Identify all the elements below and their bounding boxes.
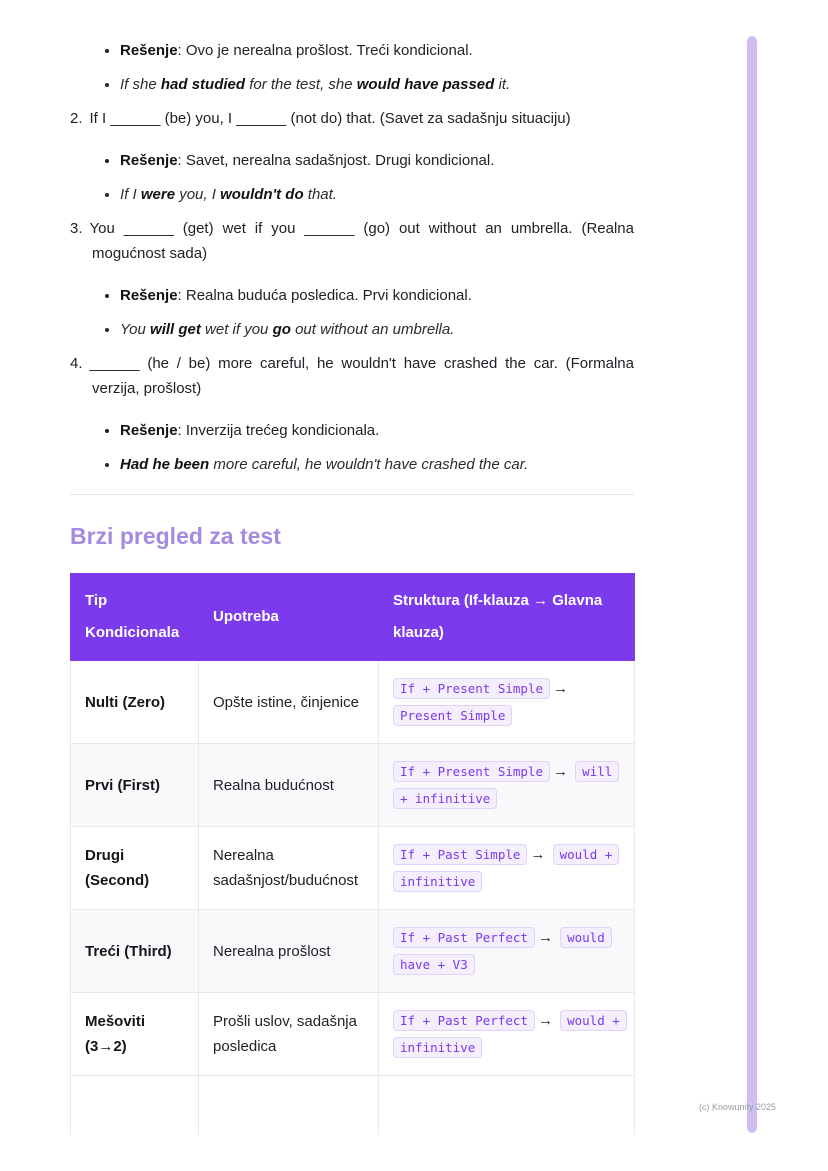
cell-struktura: [379, 827, 635, 910]
text-segment: for the test, she: [245, 76, 357, 93]
cell-struktura: [379, 910, 635, 993]
text-segment: : Savet, nerealna sadašnjost. Drugi kondicional.: [177, 152, 495, 169]
text-segment: Rešenje: [120, 42, 178, 59]
arrow-icon: →: [537, 1012, 553, 1029]
cell-struktura: [379, 661, 635, 744]
cell-empty: [379, 1076, 635, 1136]
exercise-question: [70, 216, 634, 266]
footer-credit: (c) Knowunity 2025: [698, 1102, 776, 1112]
scrollbar[interactable]: [747, 36, 757, 1133]
code-chip: would have + V3: [393, 927, 612, 975]
list-item-solution: [120, 148, 634, 173]
text-segment: You: [120, 321, 151, 338]
cell-tip: Mešoviti (3→2): [71, 993, 199, 1076]
text-segment: go: [272, 321, 291, 338]
table-row: [71, 993, 635, 1076]
cell-tip: Prvi (First): [71, 744, 199, 827]
text-segment: If she: [120, 76, 161, 93]
cell-empty: [199, 1076, 379, 1136]
text-segment: that.: [303, 186, 337, 203]
cell-empty: [71, 1076, 199, 1136]
text-segment: Rešenje: [120, 422, 178, 439]
code-chip: will + infinitive: [393, 761, 619, 809]
section-heading: Brzi pregled za test: [70, 523, 281, 549]
table-row: [71, 661, 635, 744]
table-row: [71, 910, 635, 993]
text-segment: Rešenje: [120, 152, 178, 169]
solution-list: [70, 283, 634, 342]
text-segment: will get: [150, 321, 201, 338]
code-chip: would + infinitive: [393, 844, 619, 892]
solution-list: [70, 148, 634, 207]
exercise-question: [70, 106, 634, 131]
arrow-icon: →: [537, 929, 553, 946]
code-chip: If + Present Simple: [393, 761, 550, 782]
exercise-text: You ______ (get) wet if you ______ (go) out without an umbrella. (Realna mogućnost sada): [89, 220, 634, 262]
exercise-number: 4.: [70, 355, 83, 372]
list-item-example: [120, 317, 634, 342]
cell-upotreba: Nerealna prošlost: [199, 910, 379, 993]
cell-upotreba: Prošli uslov, sadašnja posledica: [199, 993, 379, 1076]
list-item-solution: [120, 418, 634, 443]
list-item-example: [120, 72, 634, 97]
content-area: [70, 0, 634, 1135]
text-segment: Had he been: [120, 456, 210, 473]
table-header-row: [71, 574, 635, 661]
code-chip: If + Past Simple: [393, 844, 527, 865]
code-chip: If + Past Perfect: [393, 1010, 535, 1031]
arrow-icon: →: [553, 763, 568, 780]
exercise-item: [70, 106, 634, 207]
list-item-example: [120, 182, 634, 207]
text-segment: If I: [120, 186, 141, 203]
solution-list: [70, 38, 634, 97]
text-segment: : Ovo je nerealna prošlost. Treći kondicional.: [177, 42, 473, 59]
text-segment: wouldn't do: [220, 186, 304, 203]
cell-struktura: [379, 993, 635, 1076]
solution-list: [70, 418, 634, 477]
cell-tip: Nulti (Zero): [71, 661, 199, 744]
list-item-example: [120, 452, 634, 477]
conditionals-table: [70, 573, 635, 1135]
list-item-solution: [120, 38, 634, 63]
exercise-text: If I ______ (be) you, I ______ (not do) that. (Savet za sadašnju situaciju): [89, 110, 571, 127]
exercise-number: 3.: [70, 220, 83, 237]
text-segment: it.: [494, 76, 511, 93]
text-segment: : Inverzija trećeg kondicionala.: [177, 422, 380, 439]
section-divider: [70, 494, 634, 495]
cell-upotreba: Nerealna sadašnjost/budućnost: [199, 827, 379, 910]
text-segment: had studied: [160, 76, 246, 93]
exercise-number: 2.: [70, 110, 83, 127]
text-segment: were: [140, 186, 176, 203]
arrow-icon: →: [530, 846, 546, 863]
text-segment: : Realna buduća posledica. Prvi kondicional.: [177, 287, 472, 304]
table-row: [71, 827, 635, 910]
header-cell-upotreba: Upotreba: [199, 574, 379, 661]
table-row-empty: [71, 1076, 635, 1136]
header-cell-tip: Tip Kondicionala: [71, 574, 199, 661]
arrow-icon: →: [553, 680, 568, 697]
text-segment: out without an umbrella.: [290, 321, 455, 338]
text-segment: Rešenje: [120, 287, 178, 304]
cell-tip: Treći (Third): [71, 910, 199, 993]
exercise-item: [70, 351, 634, 477]
code-chip: would + infinitive: [393, 1010, 627, 1058]
cell-upotreba: Realna budućnost: [199, 744, 379, 827]
code-chip: Present Simple: [393, 705, 512, 726]
table-row: [71, 744, 635, 827]
header-cell-struktura: Struktura (If-klauza → Glavna klauza): [379, 574, 635, 661]
exercise-question: [70, 351, 634, 401]
list-item-solution: [120, 283, 634, 308]
exercise-text: ______ (he / be) more careful, he wouldn't have crashed the car. (Formalna verzija, prošlost): [89, 355, 634, 397]
cell-upotreba: Opšte istine, činjenice: [199, 661, 379, 744]
text-segment: would have passed: [356, 76, 495, 93]
text-segment: you, I: [175, 186, 221, 203]
text-segment: more careful, he wouldn't have crashed the car.: [209, 456, 529, 473]
exercise-item: [70, 216, 634, 342]
code-chip: If + Present Simple: [393, 678, 550, 699]
cell-tip: Drugi (Second): [71, 827, 199, 910]
text-segment: wet if you: [200, 321, 273, 338]
code-chip: If + Past Perfect: [393, 927, 535, 948]
cell-struktura: [379, 744, 635, 827]
